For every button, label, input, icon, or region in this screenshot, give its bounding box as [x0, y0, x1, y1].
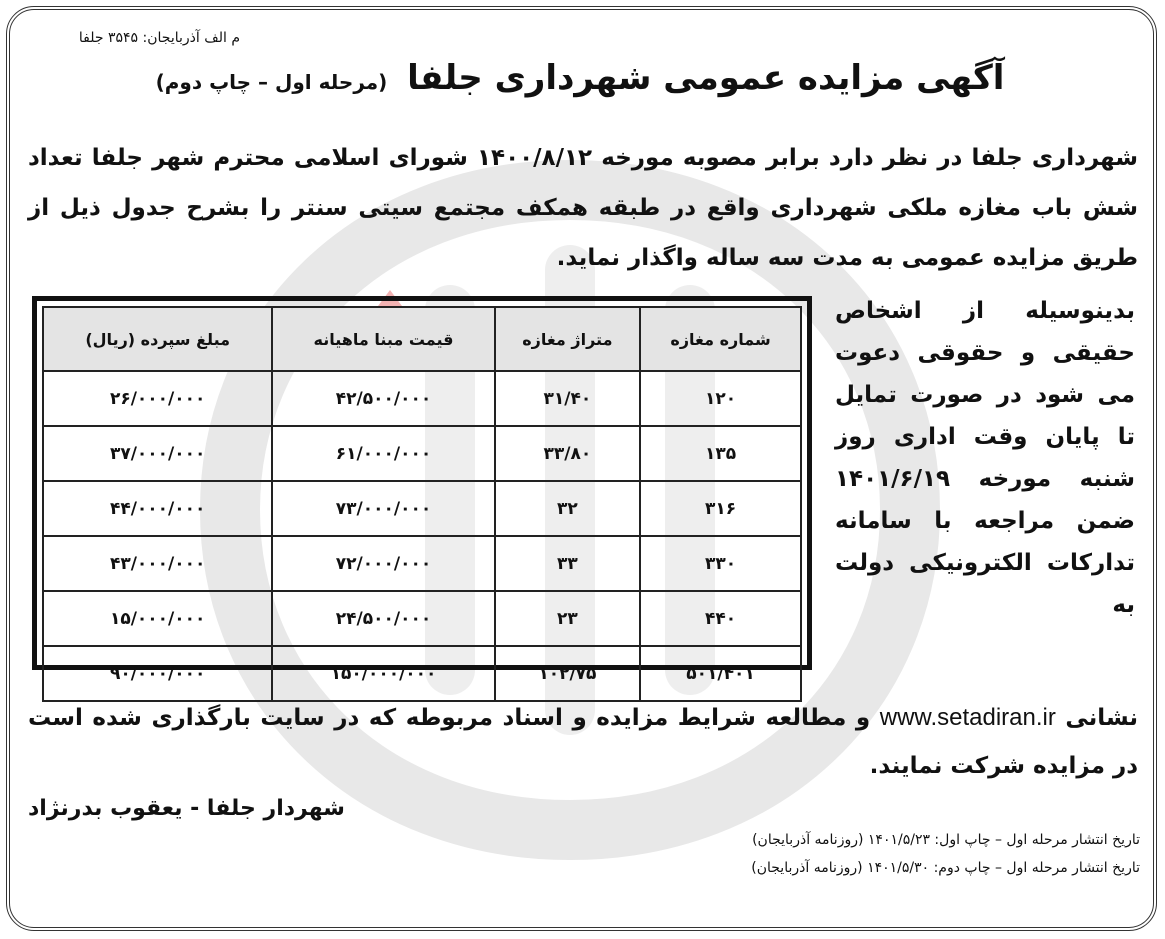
cell-monthly-price: ۲۴/۵۰۰/۰۰۰: [272, 591, 494, 646]
cell-shop-number: ۱۳۵: [640, 426, 801, 481]
cell-deposit: ۱۵/۰۰۰/۰۰۰: [43, 591, 272, 646]
cell-deposit: ۹۰/۰۰۰/۰۰۰: [43, 646, 272, 701]
cell-shop-number: ۳۱۶: [640, 481, 801, 536]
cell-shop-number: ۱۲۰: [640, 371, 801, 426]
cell-monthly-price: ۷۲/۰۰۰/۰۰۰: [272, 536, 494, 591]
table-row: [43, 646, 801, 701]
table-row: [43, 426, 801, 481]
cell-shop-number: ۴۴۰: [640, 591, 801, 646]
closing-paragraph: [28, 694, 1138, 790]
cell-shop-number: ۵۰۱/۴۰۱: [640, 646, 801, 701]
table-row: [43, 481, 801, 536]
ad-title: [120, 58, 1040, 99]
cell-deposit: ۴۳/۰۰۰/۰۰۰: [43, 536, 272, 591]
cell-shop-area: ۱۰۲/۷۵: [495, 646, 640, 701]
header-shop-area: متراژ مغازه: [495, 307, 640, 371]
header-shop-number: شماره مغازه: [640, 307, 801, 371]
cell-shop-area: ۳۳: [495, 536, 640, 591]
cell-deposit: ۲۶/۰۰۰/۰۰۰: [43, 371, 272, 426]
cell-shop-area: ۳۱/۴۰: [495, 371, 640, 426]
cell-shop-area: ۲۳: [495, 591, 640, 646]
table-row: [43, 536, 801, 591]
table-row: [43, 591, 801, 646]
intro-paragraph: شهرداری جلفا در نظر دارد برابر مصوبه مورخه ۱۴۰۰/۸/۱۲ شورای اسلامی محترم شهر جلفا تعداد شش باب مغازه ملکی شهرداری واقع در طبقه همکف مجتمع سیتی سنتر را بشرح جدول ذیل از طریق مزایده عمومی به مدت سه ساله واگذار نماید.: [28, 145, 1138, 271]
publication-dates: [640, 826, 1140, 882]
cell-shop-area: ۳۳/۸۰: [495, 426, 640, 481]
closing-suffix: و مطالعه شرایط مزایده و اسناد مربوطه که در سایت بارگذاری شده است در مزایده شرکت نمایند.: [28, 705, 1138, 779]
ad-title-main: آگهی مزایده عمومی شهرداری جلفا: [407, 58, 1005, 98]
shops-table: [42, 306, 802, 702]
cell-deposit: ۴۴/۰۰۰/۰۰۰: [43, 481, 272, 536]
cell-shop-number: ۳۳۰: [640, 536, 801, 591]
header-deposit-amount: مبلغ سپرده (ریال): [43, 307, 272, 371]
table-header-row: [43, 307, 801, 371]
shops-table-frame: [32, 296, 812, 684]
invitation-paragraph: بدینوسیله از اشخاص حقیقی و حقوقی دعوت می شود در صورت تمایل تا پایان وقت اداری روز شنبه مورخه ۱۴۰۱/۶/۱۹ ضمن مراجعه با سامانه تدارکات الکترونیکی دولت به: [835, 298, 1135, 618]
cell-monthly-price: ۷۳/۰۰۰/۰۰۰: [272, 481, 494, 536]
closing-prefix: نشانی: [1065, 705, 1138, 731]
cell-deposit: ۳۷/۰۰۰/۰۰۰: [43, 426, 272, 481]
publication-date-second: تاریخ انتشار مرحله اول – چاپ دوم: ۱۴۰۱/۵/۳۰ (روزنامه آذربایجان): [751, 860, 1140, 876]
table-row: [43, 371, 801, 426]
header-monthly-base-price: قیمت مبنا ماهیانه: [272, 307, 494, 371]
website-link[interactable]: www.setadiran.ir: [879, 704, 1056, 731]
publication-date-first: تاریخ انتشار مرحله اول – چاپ اول: ۱۴۰۱/۵/۲۳ (روزنامه آذربایجان): [752, 832, 1140, 848]
cell-monthly-price: ۶۱/۰۰۰/۰۰۰: [272, 426, 494, 481]
cell-monthly-price: ۴۲/۵۰۰/۰۰۰: [272, 371, 494, 426]
ad-code: م الف آذربایجان: ۳۵۴۵ جلفا: [78, 30, 240, 46]
ad-title-stage: (مرحله اول – چاپ دوم): [155, 70, 388, 94]
cell-monthly-price: ۱۵۰/۰۰۰/۰۰۰: [272, 646, 494, 701]
cell-shop-area: ۳۲: [495, 481, 640, 536]
mayor-signature: شهردار جلفا - یعقوب بدرنژاد: [28, 796, 345, 821]
